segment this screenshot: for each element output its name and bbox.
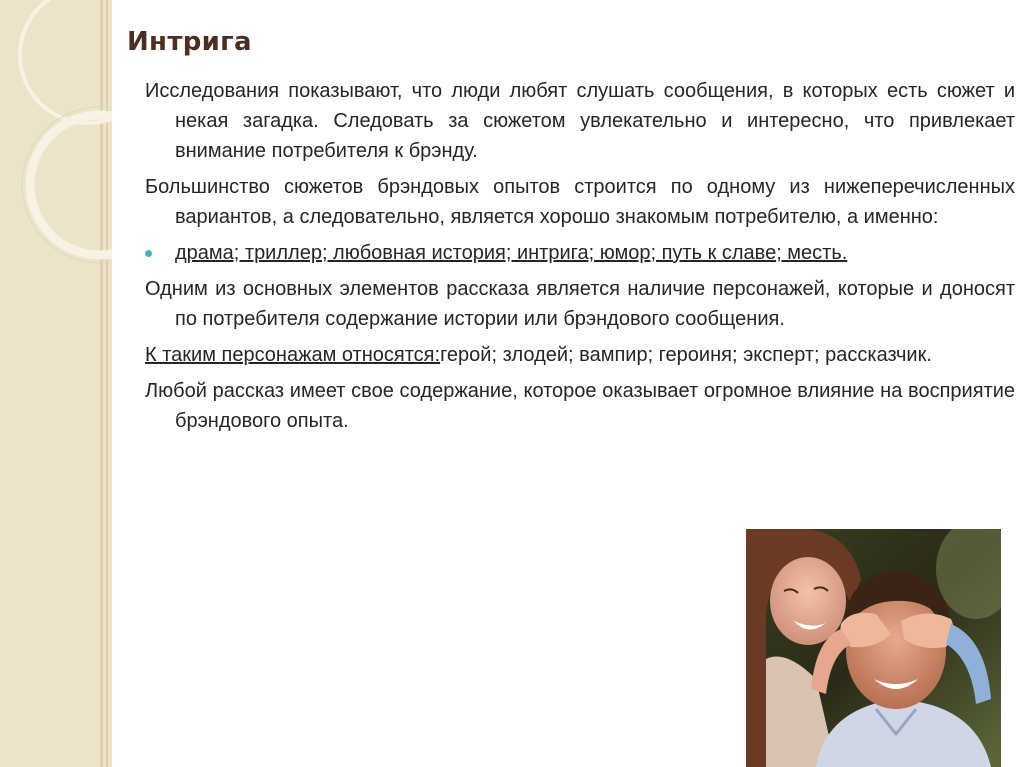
genre-bullet [145, 238, 1015, 268]
decorative-rings [0, 0, 112, 767]
decorative-ring [20, 0, 112, 123]
genre-list: драма; триллер; любовная история; интрига; юмор; путь к славе; месть. [175, 242, 848, 264]
photo-illustration [746, 529, 1001, 767]
paragraph-plots: Большинство сюжетов брэндовых опытов строится по одному из нижеперечисленных вариантов, а следовательно, является хорошо знакомым потребителю, а именно: [145, 176, 1015, 228]
bullet-dot-icon [145, 250, 152, 257]
paragraph-character-types [145, 340, 1015, 370]
couple-photo [746, 529, 1001, 767]
slide-title: Интрига [127, 27, 252, 57]
paragraph-content: Любой рассказ имеет свое содержание, которое оказывает огромное влияние на восприятие брэндового опыта. [145, 380, 1015, 432]
slide-body [145, 76, 1015, 442]
characters-lead: К таким персонажам относятся: [145, 344, 441, 366]
decorative-ring [22, 107, 112, 263]
decorative-ring [30, 115, 112, 255]
paragraph-research: Исследования показывают, что люди любят слушать сообщения, в которых есть сюжет и некая загадка. Следовать за сюжетом увлекательно и интересно, что привлекает внимание потребителя к брэнду. [145, 80, 1015, 162]
woman-face [770, 557, 846, 645]
decorative-sidebar [0, 0, 112, 767]
paragraph-characters: Одним из основных элементов рассказа является наличие персонажей, которые и доносят по потребителя содержание истории или брэндового сообщения. [145, 278, 1015, 330]
characters-list: герой; злодей; вампир; героиня; эксперт; рассказчик. [440, 344, 932, 366]
